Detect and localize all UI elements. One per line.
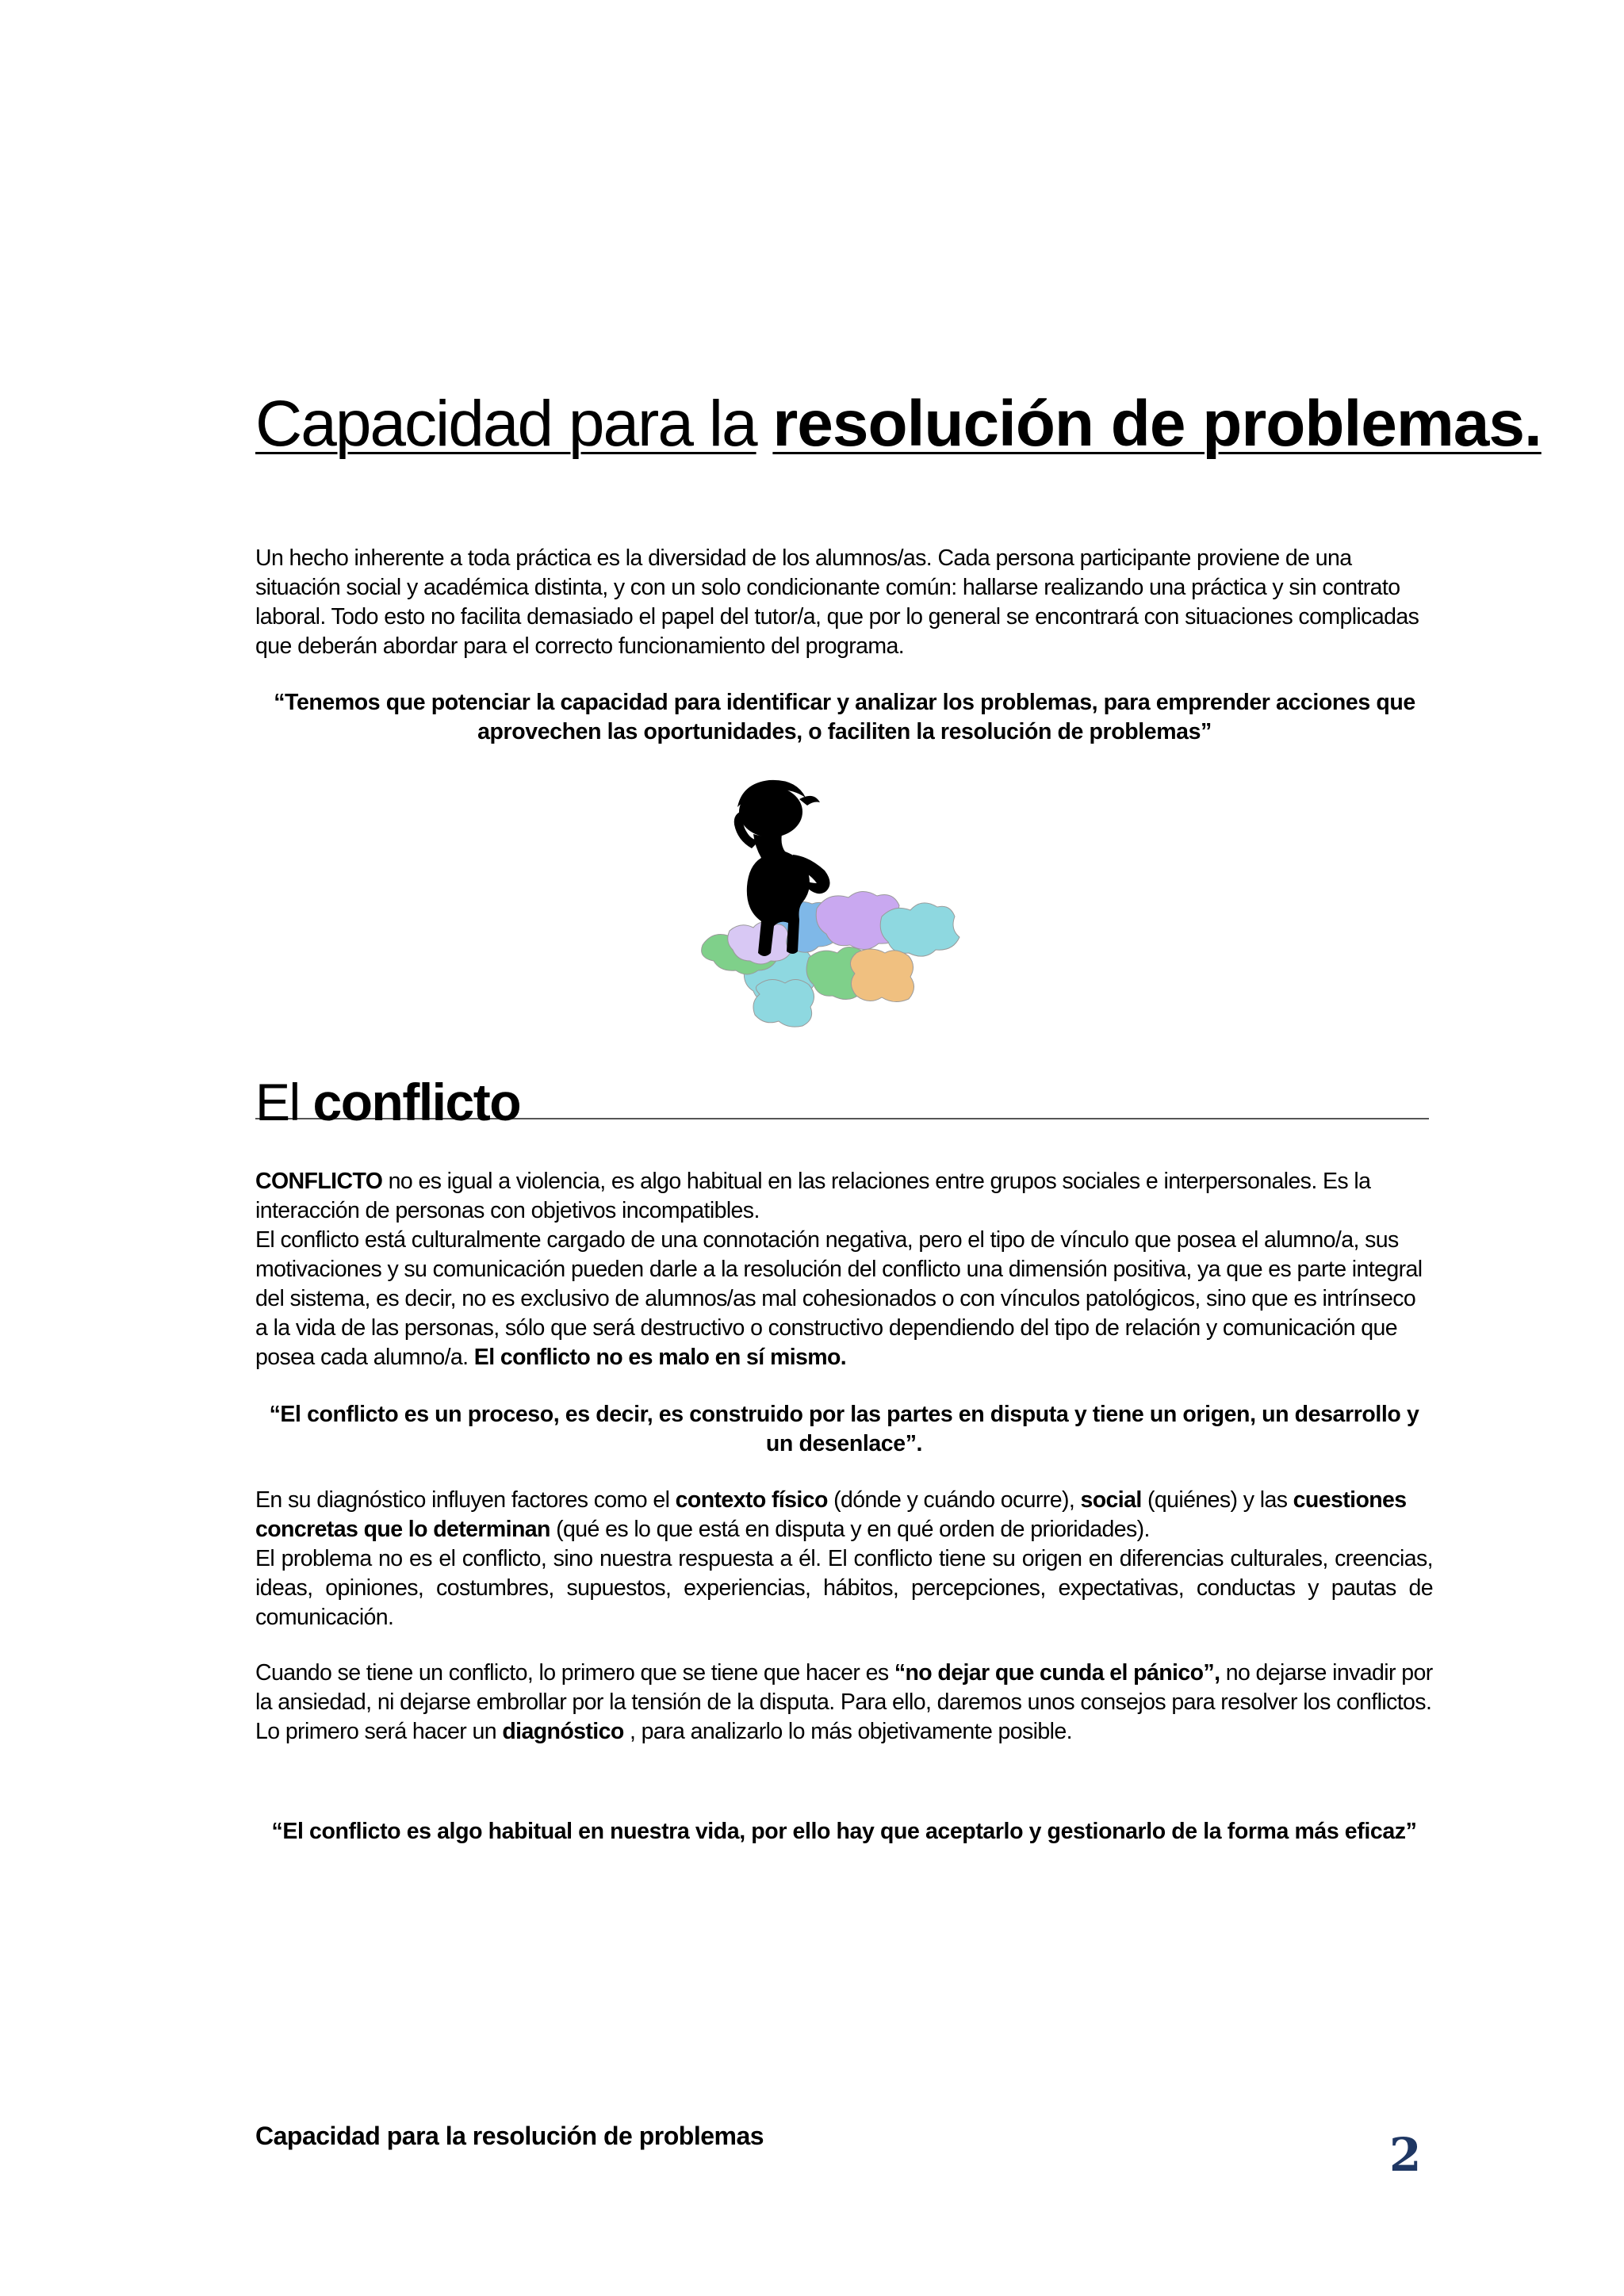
puzzle-pieces — [702, 891, 959, 1027]
footer-title: Capacidad para la resolución de problemas — [255, 2122, 764, 2150]
puzzle-piece-aqua-right — [880, 903, 959, 956]
puzzle-figure-icon — [698, 775, 983, 1029]
conflict-paragraph-2: El conflicto está culturalmente cargado de una connotación negativa, pero el tipo de vínculo que posea el alumno/a, sus motivaciones y su comunicación pueden darle a la resolución del conflicto una dimensión positiva, ya que es parte integral del sistema, es decir, no es exclusivo de alumnos/as mal cohesionados o con vínculos patológicos, sino que es intrínseco a la vida de las personas, sólo que será destructivo o constructivo dependiendo del tipo de relación y comunicación que posea cada alumno/a. El conflicto no es malo en sí mismo. — [255, 1227, 1423, 1370]
conflict-quote-2: “El conflicto es algo habitual en nuestra vida, por ello hay que aceptarlo y gestionarlo de la forma más eficaz” — [271, 1819, 1417, 1844]
section-title-regular: El — [255, 1073, 300, 1131]
conflict-paragraph-3: En su diagnóstico influyen factores como el contexto físico (dónde y cuándo ocurre), social (quiénes) y las cuestiones concretas que lo determinan (qué es lo que está en disputa y en qué orden de prioridades). — [255, 1487, 1407, 1542]
conflict-paragraph-4: El problema no es el conflicto, sino nuestra respuesta a él. El conflicto tiene su origen en diferencias culturales, creencias, ideas, opiniones, costumbres, supuestos, experiencias, hábitos, percepciones, expectativas, conductas y pautas de comunicación. — [255, 1546, 1433, 1630]
intro-quote: “Tenemos que potenciar la capacidad para identificar y analizar los problemas, para emprender acciones que aprovechen las oportunidades, o faciliten la resolución de problemas” — [274, 690, 1415, 744]
section-title-bold: conflicto — [312, 1073, 521, 1131]
puzzle-piece-orange — [850, 949, 914, 1002]
intro-paragraph: Un hecho inherente a toda práctica es la diversidad de los alumnos/as. Cada persona participante proviene de una situación social y académica distinta, y con un solo condicionante común: hallarse realizando una práctica y sin contrato laboral. Todo esto no facilita demasiado el papel del tutor/a, que por lo general se encontrará con situaciones complicadas que deberán abordar para el correcto funcionamiento del programa. — [255, 545, 1419, 659]
puzzle-piece-teal-bottom — [753, 979, 814, 1027]
page-title-bold: resolución de problemas. — [772, 388, 1542, 460]
conflict-term: CONFLICTO — [255, 1169, 383, 1194]
conflict-paragraph-5: Cuando se tiene un conflicto, lo primero que se tiene que hacer es “no dejar que cunda el pánico”, no dejarse invadir por la ansiedad, ni dejarse embrollar por la tensión de la disputa. Para ello, daremos unos consejos para resolver los conflictos. Lo primero será hacer un diagnóstico , para analizarlo lo más objetivamente posible. — [255, 1660, 1433, 1744]
section-title-conflicto — [255, 1072, 520, 1132]
conflict-paragraph-1: CONFLICTO no es igual a violencia, es algo habitual en las relaciones entre grupos sociales e interpersonales. Es la interacción de personas con objetivos incompatibles. — [255, 1169, 1371, 1223]
page-title-regular: Capacidad para la — [255, 388, 756, 460]
page-title — [255, 387, 1542, 461]
conflict-quote-1: “El conflicto es un proceso, es decir, es construido por las partes en disputa y tiene un origen, un desarrollo y un desenlace”. — [269, 1402, 1419, 1456]
page-number: 2 — [1389, 2128, 1422, 2182]
conflict-not-bad: El conflicto no es malo en sí mismo. — [473, 1345, 847, 1370]
